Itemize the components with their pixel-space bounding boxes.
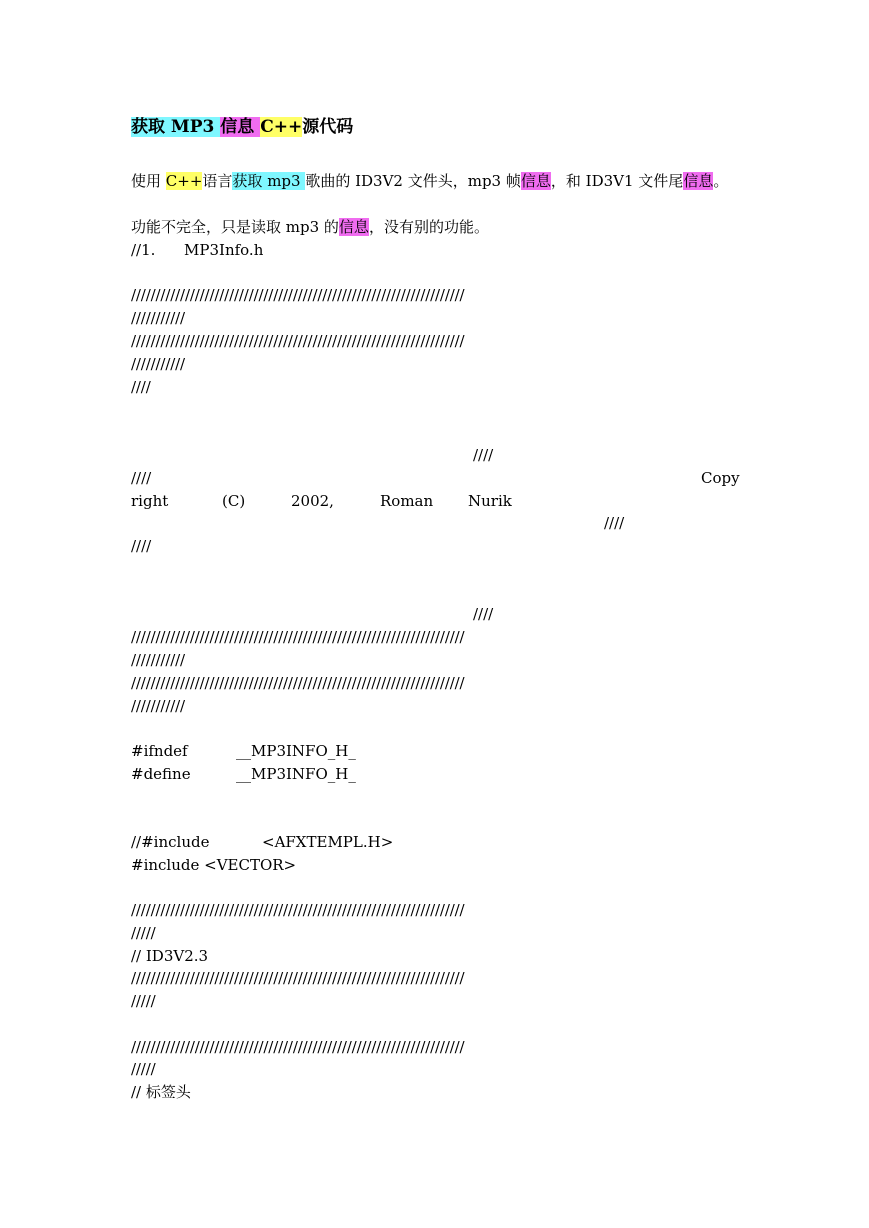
code-fragment: <AFXTEMPL.H> — [262, 833, 394, 851]
text-segment: 使用 — [131, 172, 166, 190]
code-fragment: right — [131, 492, 169, 510]
code-line: //// — [131, 378, 151, 396]
text-segment: 信息 — [683, 172, 714, 190]
code-line: // 标签头 — [131, 1083, 191, 1101]
code-fragment: //#include — [131, 833, 210, 851]
code-line: //////////////////////////////////////////////////////////////////// — [131, 674, 465, 692]
code-line: /////////// — [131, 355, 185, 373]
code-line: /////////// — [131, 651, 185, 669]
code-fragment: Roman — [380, 492, 434, 510]
text-segment: ，没有别的功能。 — [368, 218, 489, 236]
code-line: // ID3V2.3 — [131, 947, 209, 965]
code-fragment: //// — [604, 514, 625, 532]
text-segment: 语言 — [202, 172, 233, 190]
text-segment: 功能不完全，只是读取 mp3 的 — [131, 218, 339, 236]
code-line: ///// — [131, 992, 156, 1010]
text-segment: 。 — [713, 172, 729, 190]
code-line: //////////////////////////////////////////////////////////////////// — [131, 969, 465, 987]
code-line: ///// — [131, 1060, 156, 1078]
code-fragment: (C) — [222, 492, 246, 510]
code-line: //////////////////////////////////////////////////////////////////// — [131, 628, 465, 646]
text-segment: 歌曲的 ID3V2 文件头，mp3 帧 — [305, 172, 521, 190]
code-fragment: 2002, — [291, 492, 334, 510]
code-fragment: __MP3INFO_H_ — [236, 742, 356, 760]
intro-paragraph — [131, 170, 728, 192]
code-line: //////////////////////////////////////////////////////////////////// — [131, 901, 465, 919]
text-segment: C++ — [165, 172, 203, 190]
code-fragment: __MP3INFO_H_ — [236, 765, 356, 783]
note-paragraph — [131, 216, 489, 238]
code-line: /////////// — [131, 309, 185, 327]
code-fragment: #ifndef — [131, 742, 188, 760]
title-segment: C++ — [260, 117, 303, 137]
code-fragment: Nurik — [468, 492, 512, 510]
code-line: //1. MP3Info.h — [131, 241, 264, 259]
code-fragment: //// — [473, 446, 494, 464]
text-segment: ，和 ID3V1 文件尾 — [550, 172, 684, 190]
code-line: #include <VECTOR> — [131, 856, 297, 874]
title-segment: 获取 MP3 — [131, 117, 221, 137]
text-segment: 信息 — [520, 172, 551, 190]
page-title — [131, 116, 353, 138]
code-fragment: //// — [473, 605, 494, 623]
code-fragment: #define — [131, 765, 191, 783]
code-fragment: //// — [131, 469, 152, 487]
text-segment: 信息 — [338, 218, 369, 236]
code-line: /////////// — [131, 697, 185, 715]
code-line: //////////////////////////////////////////////////////////////////// — [131, 332, 465, 350]
title-segment: 信息 — [220, 117, 261, 137]
code-line: //////////////////////////////////////////////////////////////////// — [131, 286, 465, 304]
text-segment: 获取 mp3 — [232, 172, 306, 190]
code-line: ///// — [131, 924, 156, 942]
code-fragment: Copy — [701, 469, 740, 487]
title-segment: 源代码 — [302, 117, 354, 137]
code-fragment: //// — [131, 537, 152, 555]
code-line: //////////////////////////////////////////////////////////////////// — [131, 1038, 465, 1056]
